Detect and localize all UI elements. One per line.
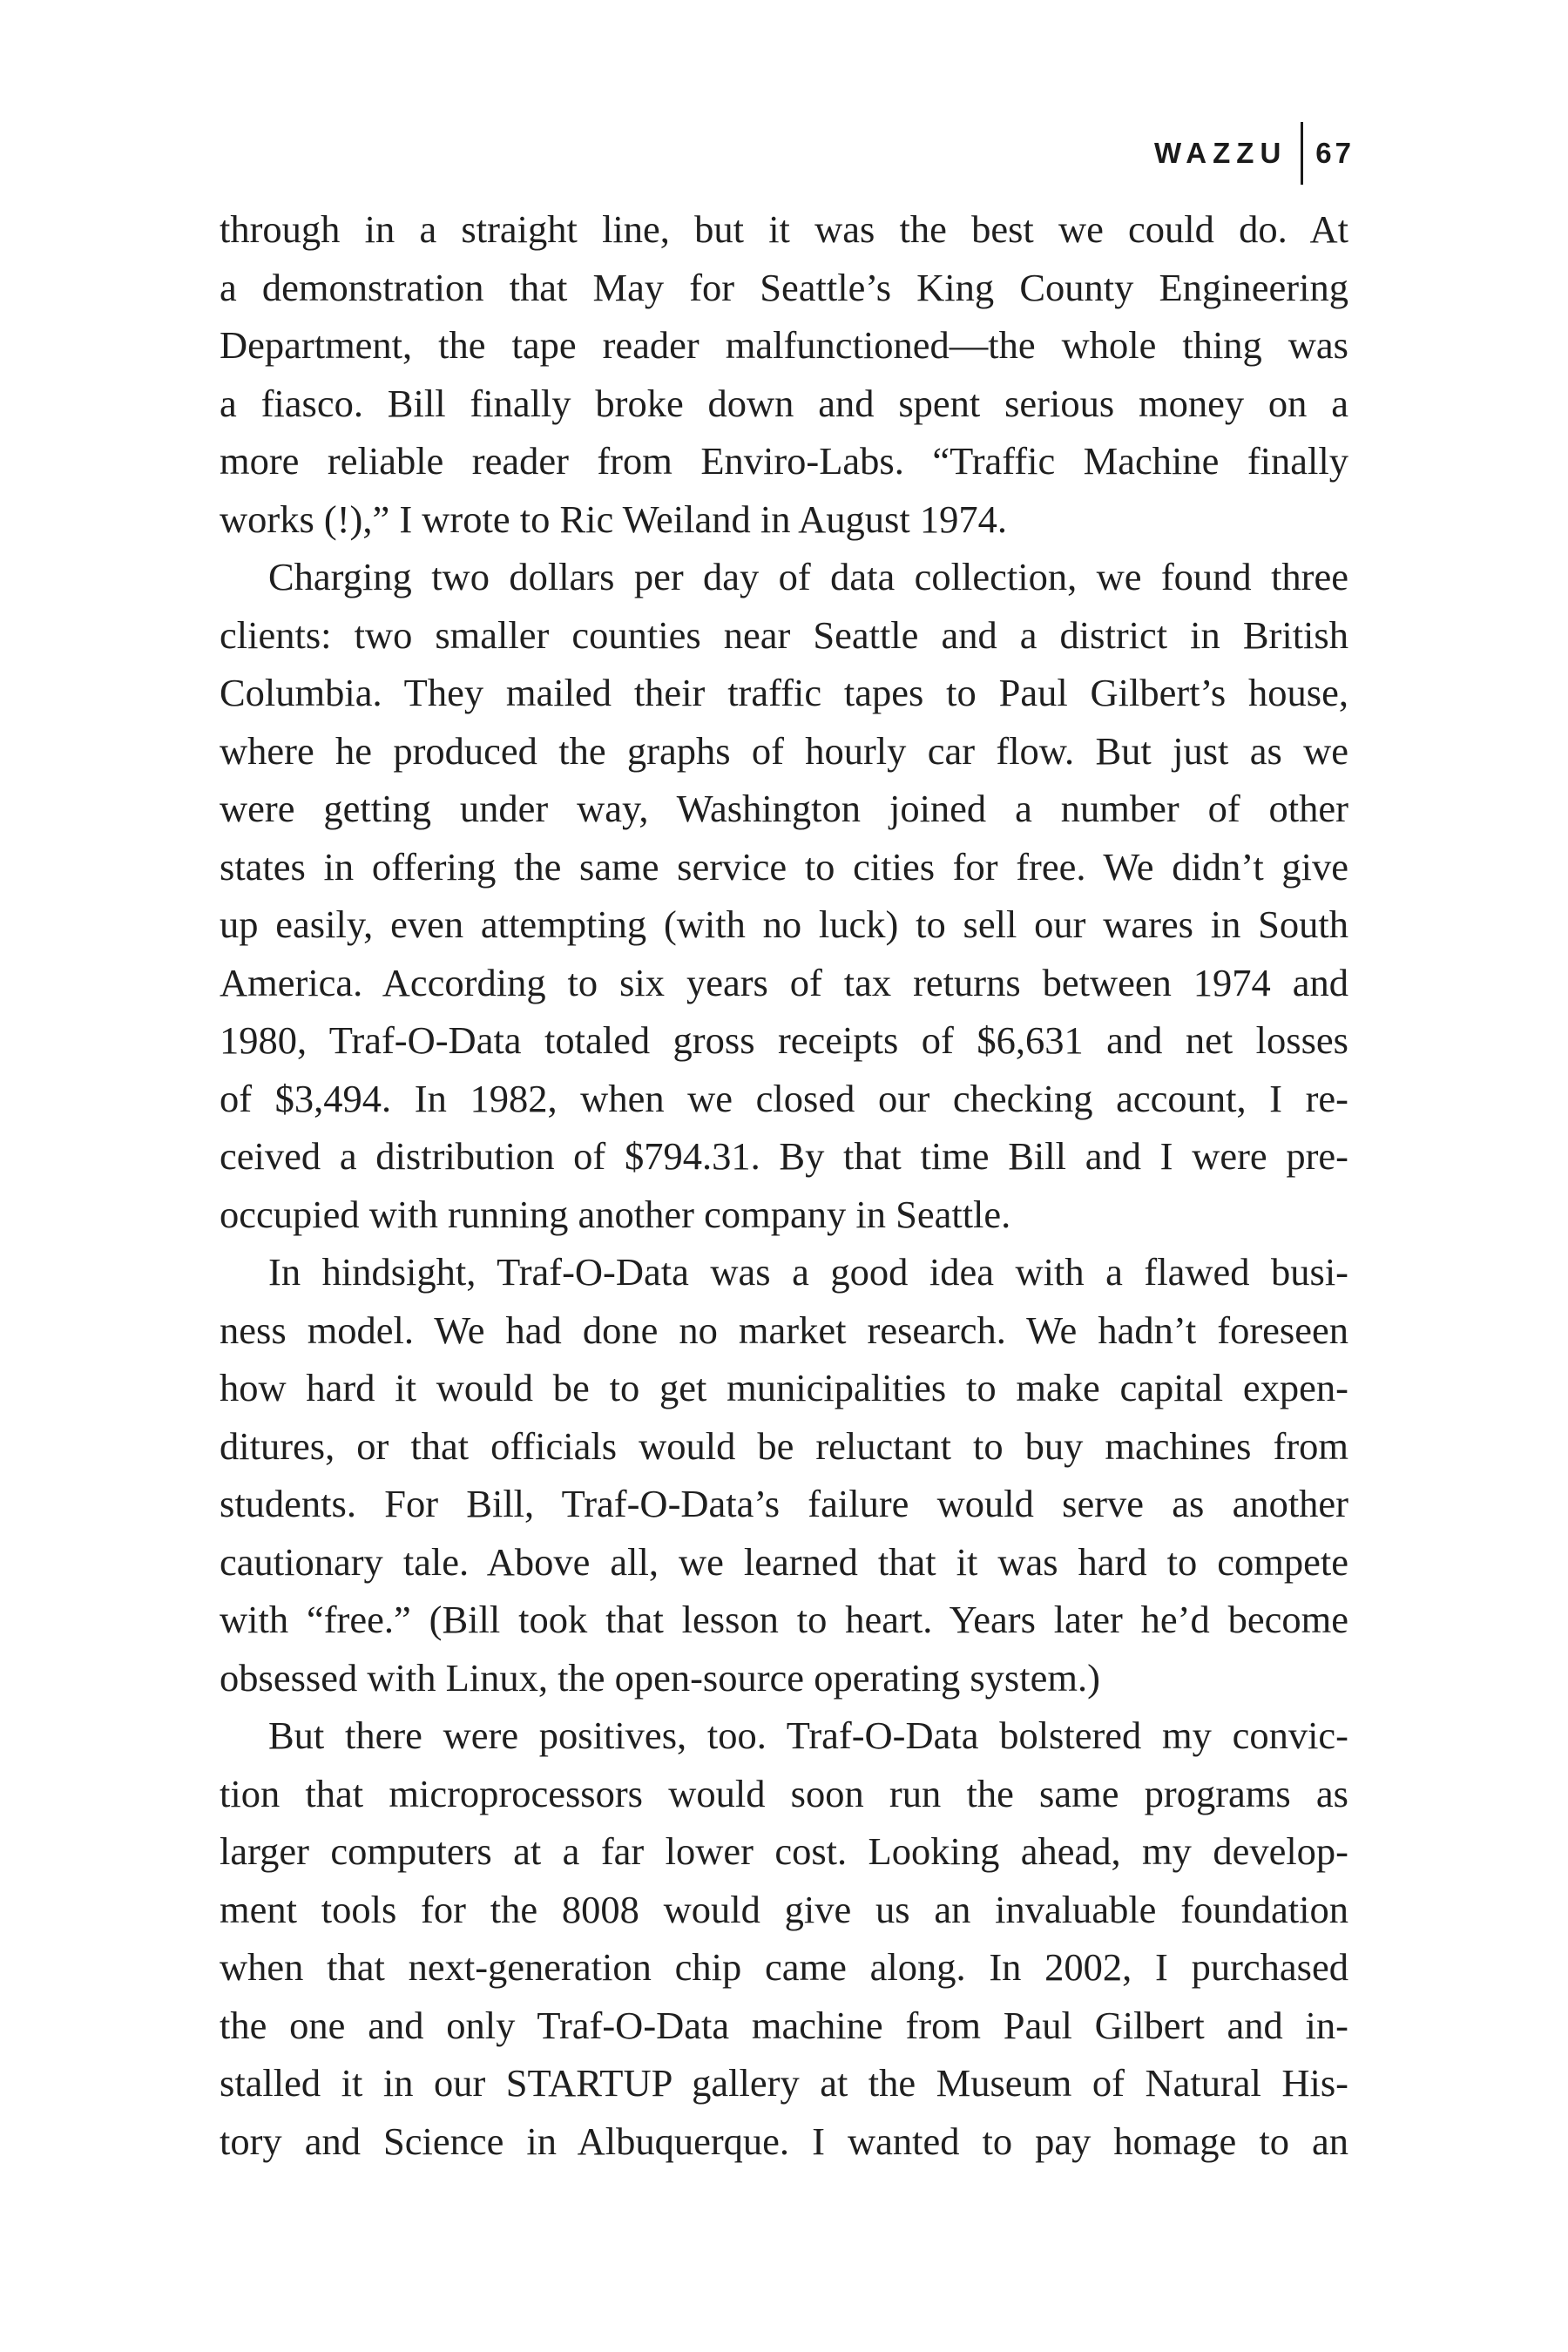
text-line: ceived a distribution of $794.31. By that time Bill and I were pre- (220, 1134, 1348, 1178)
text-line: of $3,494. In 1982, when we closed our checking account, I re- (220, 1076, 1348, 1120)
text-line: cautionary tale. Above all, we learned that it was hard to compete (220, 1539, 1348, 1584)
text-line: ditures, or that officials would be reluctant to buy machines from (220, 1423, 1348, 1468)
text-line: states in offering the same service to cities for free. We didn’t give (220, 844, 1348, 889)
text-line: larger computers at a far lower cost. Looking ahead, my develop- (220, 1829, 1348, 1873)
chapter-title: WAZZU (1153, 137, 1288, 169)
text-line: a demonstration that May for Seattle’s King County Engineering (220, 265, 1348, 309)
text-line: a fiasco. Bill finally broke down and spent serious money on a (220, 381, 1348, 425)
text-line: 1980, Traf-O-Data totaled gross receipts of $6,631 and net losses (220, 1018, 1348, 1062)
text-line: obsessed with Linux, the open-source operating system.) (220, 1655, 1100, 1700)
page-number: 67 (1315, 137, 1355, 169)
text-line: In hindsight, Traf-O-Data was a good idea with a flawed busi- (268, 1250, 1348, 1294)
text-line: occupied with running another company in Seattle. (220, 1192, 1011, 1236)
text-line: with “free.” (Bill took that lesson to heart. Years later he’d become (220, 1598, 1348, 1641)
text-line: America. According to six years of tax returns between 1974 and (220, 960, 1348, 1004)
text-line: tion that microprocessors would soon run the same programs as (220, 1771, 1348, 1815)
text-line: clients: two smaller counties near Seattle and a district in British (220, 612, 1348, 657)
running-head (1154, 122, 1355, 185)
text-line: But there were positives, too. Traf-O-Data bolstered my convic- (268, 1713, 1348, 1757)
text-line: the one and only Traf-O-Data machine from Paul Gilbert and in- (220, 2003, 1348, 2047)
text-line: up easily, even attempting (with no luck) to sell our wares in South (220, 902, 1348, 946)
text-line: students. For Bill, Traf-O-Data’s failure would serve as another (220, 1482, 1348, 1525)
text-line: Charging two dollars per day of data collection, we found three (268, 555, 1348, 598)
text-line: when that next-generation chip came along. In 2002, I purchased (220, 1945, 1348, 1989)
body-text (220, 200, 1348, 2170)
text-line: ness model. We had done no market research. We hadn’t foreseen (220, 1308, 1348, 1352)
text-line: ment tools for the 8008 would give us an invaluable foundation (220, 1887, 1348, 1931)
text-line: Department, the tape reader malfunctioned—the whole thing was (220, 323, 1348, 367)
text-line: works (!),” I wrote to Ric Weiland in August 1974. (220, 497, 1007, 541)
text-line: more reliable reader from Enviro-Labs. “Traffic Machine finally (220, 439, 1348, 483)
text-line: Columbia. They mailed their traffic tapes to Paul Gilbert’s house, (220, 671, 1348, 714)
text-line: tory and Science in Albuquerque. I wanted to pay homage to an (220, 2119, 1348, 2163)
text-line: through in a straight line, but it was the best we could do. At (220, 207, 1348, 251)
text-line: were getting under way, Washington joined a number of other (220, 787, 1348, 830)
text-line: where he produced the graphs of hourly car flow. But just as we (220, 728, 1348, 773)
text-line: how hard it would be to get municipalities to make capital expen- (220, 1366, 1348, 1409)
text-line: stalled it in our STARTUP gallery at the Museum of Natural His- (220, 2061, 1348, 2105)
